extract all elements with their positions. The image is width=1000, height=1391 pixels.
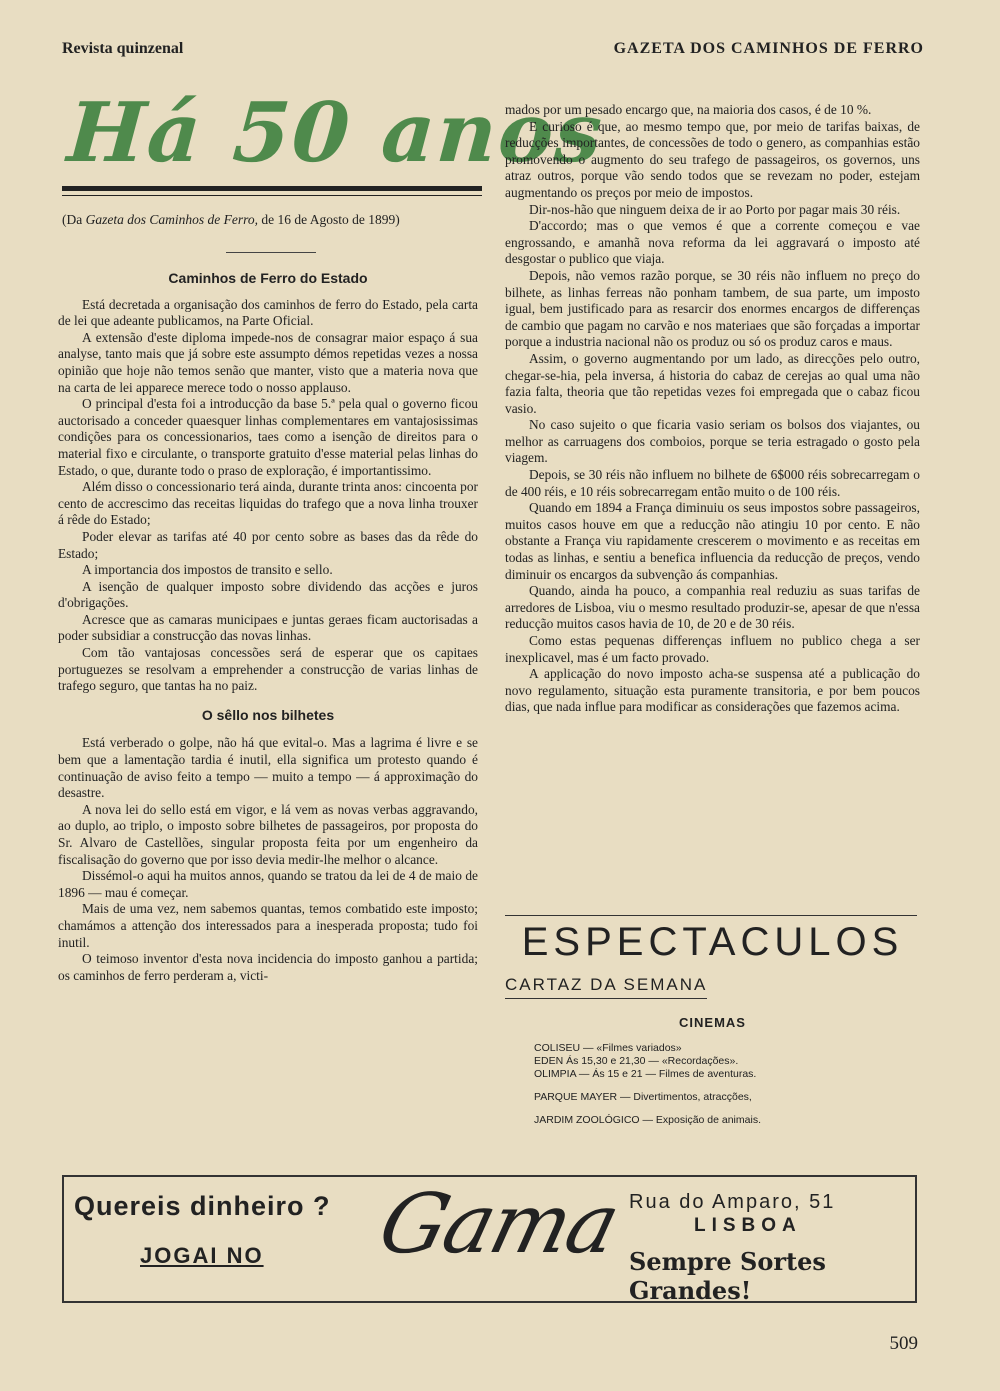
ad-call: JOGAI NO (140, 1243, 264, 1268)
section2-paragraph: Está verberado o golpe, não há que evital-o. Mas a lagrima é livre e se bem que a lamentação tardia é inutil, ella significa um protesto quando é continuação de aviso feito a tempo — muito a tempo — á approximação do desastre. (58, 735, 478, 801)
section2-paragraph: Dissémol-o aqui ha muitos annos, quando se tratou da lei de 4 de maio de 1896 — mau é começar. (58, 868, 478, 900)
title-rule-thin (62, 195, 482, 196)
section2-paragraph: O teimoso inventor d'esta nova incidencia do imposto ganhou a partida; os caminhos de ferro perderam a, victi- (58, 951, 478, 983)
source-prefix: (Da (62, 212, 86, 227)
ad-slogan: Sempre Sortes Grandes! (629, 1247, 826, 1305)
right-paragraph: Assim, o governo augmentando por um lado, as direcções pelo outro, chegar-se-hia, pela inversa, á historia do cabaz de cerejas ao qual uma não fazia falta, theoria que tão repetidas vezes foi empregada que o cabaz ficou vasio. (505, 350, 920, 416)
ad-headline: Quereis dinheiro ? (74, 1191, 331, 1221)
title-rule-thick (62, 186, 482, 191)
listing-item: JARDIM ZOOLÓGICO — Exposição de animais. (534, 1114, 761, 1126)
page-title: Há 50 anos (64, 85, 607, 181)
right-paragraph: Como estas pequenas differenças influem no publico chega a ser inexplicavel, mas é um facto provado. (505, 633, 920, 665)
section1-paragraph: Com tão vantajosas concessões será de esperar que os capitaes portuguezes se resolvam a emprehender a construcção de varias linhas de trafego seguro, que tantas ha no paiz. (58, 645, 478, 694)
right-paragraph: E curioso é que, ao mesmo tempo que, por meio de tarifas baixas, de reducções importantes, de concessões de todo o genero, as companhias estão promovendo o augmento do seu trafego de passageiros, os governos, uns atraz outros, porque vão sendo todos que se revezam no poder, estejam augmentando os preços por meio de impostos. (505, 118, 920, 200)
ad-city: LISBOA (694, 1215, 802, 1236)
section1-paragraph: A extensão d'este diploma impede-nos de consagrar maior espaço á sua analyse, tanto mais que já sobre este assumpto démos repetidas vezes a nossa opinião que hoje não temos senão que manter, visto que a materia nova que na carta de lei apparece merece todo o nosso applauso. (58, 329, 478, 395)
listing-item: EDEN Ás 15,30 e 21,30 — «Recordações». (534, 1055, 739, 1067)
right-paragraph: Quando, ainda ha pouco, a companhia real reduziu as suas tarifas de arredores de Lisboa, viu o mesmo resultado produzir-se, apesar de que n'essa reducção muitos casos havia de 10, de 20 e de 30 réis. (505, 583, 920, 632)
cartaz-subtitle: CARTAZ DA SEMANA (505, 975, 707, 999)
section1-heading: Caminhos de Ferro do Estado (168, 270, 368, 286)
separator-rule (226, 252, 316, 253)
spectaculos-rule (505, 915, 917, 916)
right-paragraph: D'accordo; mas o que vemos é que a corrente começou e vae engrossando, e amanhã nova reforma da lei aggravará o imposto até desgostar o publico que viaja. (505, 218, 920, 267)
cinema-listings (534, 1042, 761, 1127)
listing-item: COLISEU — «Filmes variados» (534, 1042, 682, 1054)
source-line (62, 212, 484, 228)
ad-address: Rua do Amparo, 51 (629, 1191, 836, 1213)
spectaculos-title: ESPECTACULOS (521, 920, 904, 964)
header-left: Revista quinzenal (62, 40, 184, 57)
section1-paragraph: Está decretada a organisação dos caminhos de ferro do Estado, pela carta de lei que adeante publicamos, na Parte Oficial. (58, 296, 478, 329)
source-suffix: de 16 de Agosto de 1899) (258, 212, 400, 227)
right-paragraph: Depois, não vemos razão porque, se 30 réis não influem no preço do bilhete, as linhas ferreas não ponham tambem, de sua parte, um imposto igual, bem justificado para as resarcir dos enormes encargos de differenças de cambio que pagam no carvão e nos materiaes que são forçadas a importar porque a industria nacional não os produz ou só os produz caros e maus. (505, 267, 920, 350)
advertisement (62, 1175, 917, 1303)
right-paragraph: Quando em 1894 a França diminuiu os seus impostos sobre passageiros, muitos casos houve em que a reducção não atingiu 10 por cento. E não obstante a França viu rapidamente crescerem o movimento e as receitas em todas as linhas, e sentiu a benefica influencia da reducção de preços, vendo diminuir os encargos da subvenção ás companhias. (505, 500, 920, 582)
cinemas-heading: CINEMAS (679, 1015, 746, 1030)
right-column (505, 102, 920, 716)
section2-heading: O sêllo nos bilhetes (201, 706, 335, 723)
section1-paragraph: Poder elevar as tarifas até 40 por cento sobre as bases das da rêde do Estado; (58, 528, 478, 561)
right-paragraph: A applicação do novo imposto acha-se suspensa até a publicação do novo regulamento, situação esta puramente transitoria, e por bem poucos dias, que nada influe para modificar as considerações que fazemos acima. (505, 666, 920, 715)
section1-paragraph: O principal d'esta foi a introducção da base 5.ª pela qual o governo ficou auctorisado a conceder quaesquer linhas complementares em vantajosissimas condições para os concessionarios, taes como a isenção de direitos para o material fixo e circulante, o transporte gratuito d'esse material pelas linhas do Estado, o que, durante todo o praso de exploração, é importantissimo. (58, 396, 478, 478)
left-column (58, 270, 478, 984)
page-number: 509 (889, 1333, 918, 1354)
section1-paragraph: A isenção de qualquer imposto sobre dividendo das acções e juros d'obrigações. (58, 578, 478, 611)
section2-paragraph: Mais de uma vez, nem sabemos quantas, temos combatido este imposto; chamámos a attenção dos interessados para a inesperada proposta; tudo foi inutil. (58, 901, 478, 950)
right-paragraph: mados por um pesado encargo que, na maioria dos casos, é de 10 %. (505, 102, 872, 117)
ad-logo: Gama (370, 1177, 627, 1272)
section1-paragraph: A importancia dos impostos de transito e sello. (82, 562, 333, 578)
source-publication: Gazeta dos Caminhos de Ferro, (85, 212, 258, 227)
section1-paragraph: Acresce que as camaras municipaes e juntas geraes ficam auctorisadas a poder subsidiar a construcção das novas linhas. (58, 611, 478, 644)
listing-item: OLIMPIA — Ás 15 e 21 — Filmes de aventuras. (534, 1068, 757, 1080)
right-paragraph: Dir-nos-hão que ninguem deixa de ir ao Porto por pagar mais 30 réis. (529, 201, 901, 217)
section2-paragraph: A nova lei do sello está em vigor, e lá vem as novas verbas aggravando, ao duplo, ao triplo, o imposto sobre bilhetes de passageiros, por proposta do Sr. Alvaro de Castellões, singular proposta feita por um engenheiro da fiscalisação do governo que por isso devia medir-lhe melhor o alcance. (58, 801, 478, 867)
section1-paragraph: Além disso o concessionario terá ainda, durante trinta anos: cincoenta por cento de accrescimo das receitas liquidas do trafego que a nova linha trouxer á rêde do Estado; (58, 479, 478, 528)
header-right: GAZETA DOS CAMINHOS DE FERRO (613, 40, 924, 57)
right-paragraph: Depois, se 30 réis não influem no bilhete de 6$000 réis sobrecarregam o de 400 réis, e 10 réis sobrecarregam então muito o de 100 réis. (505, 467, 920, 499)
listing-item: PARQUE MAYER — Divertimentos, atracções, (534, 1091, 752, 1103)
right-paragraph: No caso sujeito o que ficaria vasio seriam os bolsos dos viajantes, ou melhor as carruagens dos comboios, porque se teria estragado o gosto pela viagem. (505, 417, 920, 466)
